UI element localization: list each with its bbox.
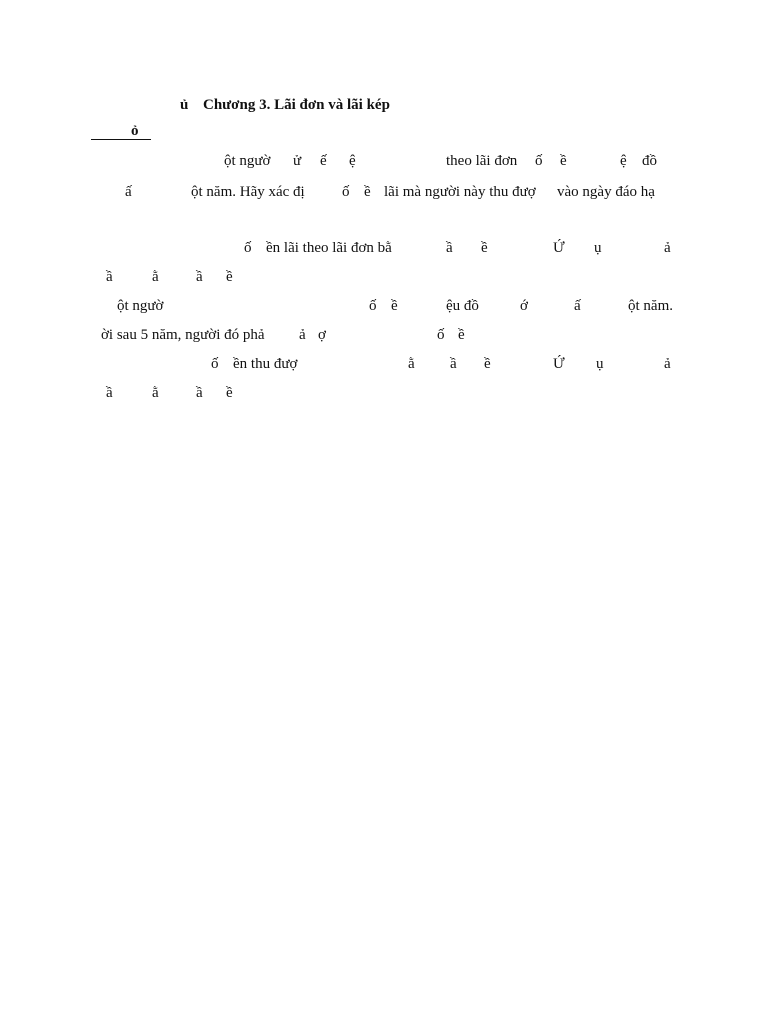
text-fragment: ề — [364, 184, 371, 200]
text-fragment: ả — [664, 356, 671, 372]
text-fragment: ầ — [196, 385, 203, 401]
text-fragment: ệ — [620, 153, 627, 169]
subheading-underline — [91, 139, 151, 140]
text-fragment: lãi mà người này thu đượ — [384, 184, 536, 200]
text-fragment: ầ — [450, 356, 457, 372]
text-fragment: ề — [391, 298, 398, 314]
text-fragment: theo lãi đơn — [446, 153, 518, 169]
page-title: Chương 3. Lãi đơn và lãi kép — [203, 97, 390, 113]
text-fragment: ột năm. Hãy xác đị — [191, 184, 305, 200]
text-fragment: ố — [437, 327, 445, 343]
text-fragment: ằ — [152, 269, 159, 285]
text-fragment: ề — [226, 269, 233, 285]
text-fragment: ằ — [152, 385, 159, 401]
text-fragment: ụ — [594, 240, 602, 256]
text-fragment: ố — [244, 240, 252, 256]
section-subheading: ỏ — [131, 123, 139, 139]
text-fragment: ợ — [318, 327, 326, 343]
text-fragment: ền thu đượ — [233, 356, 298, 372]
text-fragment: ố — [211, 356, 219, 372]
text-fragment: ả — [664, 240, 671, 256]
text-fragment: ả — [299, 327, 306, 343]
text-fragment: ề — [484, 356, 491, 372]
text-fragment: ầ — [446, 240, 453, 256]
text-fragment: ấ — [574, 298, 581, 314]
text-fragment: ử — [293, 153, 302, 169]
text-fragment: ột ngườ — [224, 153, 271, 169]
text-fragment: ố — [369, 298, 377, 314]
text-fragment: ớ — [520, 298, 528, 314]
text-fragment: ố — [535, 153, 543, 169]
text-fragment: ột năm. — [628, 298, 673, 314]
text-fragment: ầ — [196, 269, 203, 285]
text-fragment: Ứ — [553, 356, 565, 372]
text-fragment: ời sau 5 năm, người đó phả — [101, 327, 265, 343]
text-fragment: ột ngườ — [117, 298, 164, 314]
text-fragment: ằ — [408, 356, 415, 372]
text-fragment: ố — [342, 184, 350, 200]
text-fragment: ề — [458, 327, 465, 343]
text-fragment: vào ngày đáo hạ — [557, 184, 655, 200]
text-fragment: ầ — [106, 269, 113, 285]
text-fragment: ệu đồ — [446, 298, 479, 314]
text-fragment: ụ — [596, 356, 604, 372]
text-fragment: ệ — [349, 153, 356, 169]
text-fragment: ền lãi theo lãi đơn bằ — [266, 240, 392, 256]
heading-prefix: ủ — [180, 97, 189, 113]
text-fragment: ề — [560, 153, 567, 169]
text-fragment: Ứ — [553, 240, 565, 256]
text-fragment: ề — [226, 385, 233, 401]
text-fragment: ế — [320, 153, 327, 169]
text-fragment: ầ — [106, 385, 113, 401]
text-fragment: ề — [481, 240, 488, 256]
text-fragment: đồ — [642, 153, 657, 169]
text-fragment: ấ — [125, 184, 132, 200]
